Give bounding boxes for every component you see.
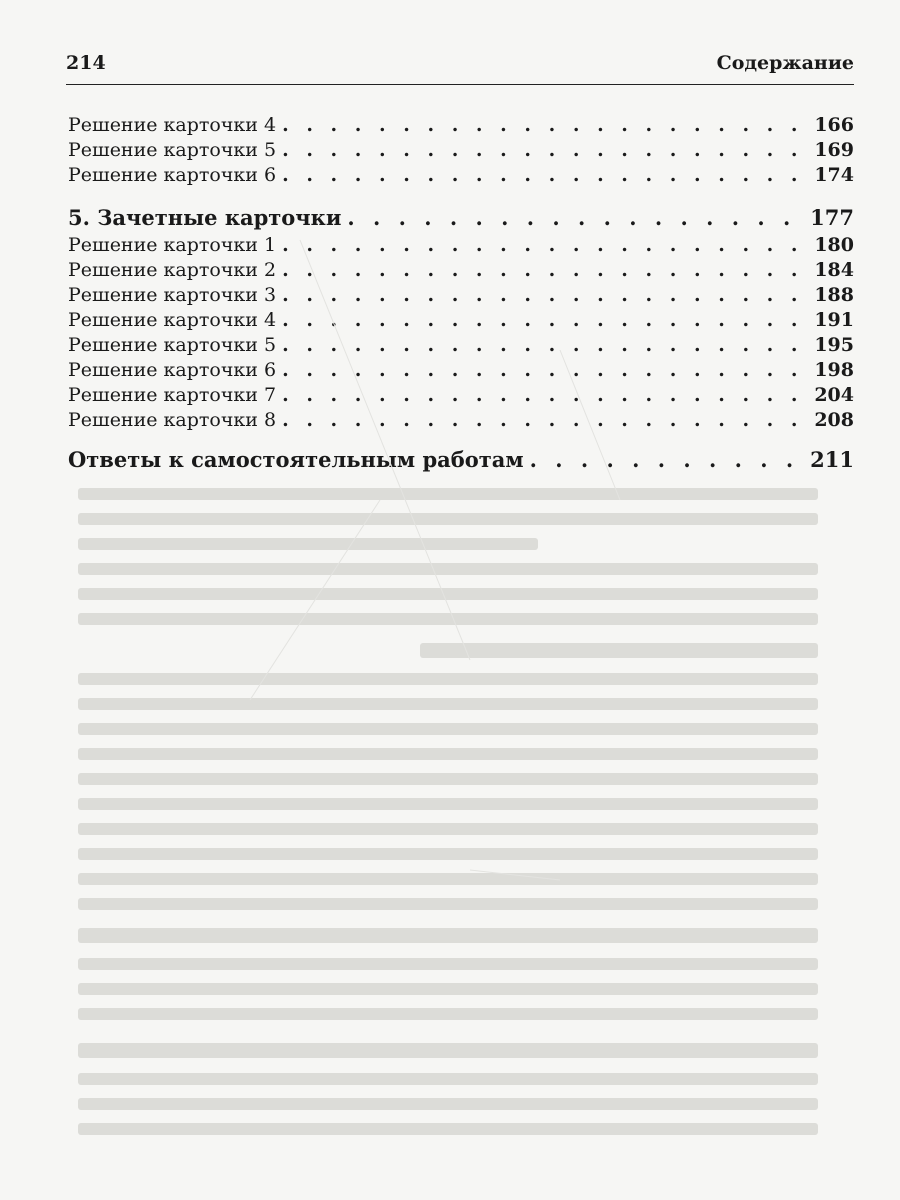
toc-entry-title: Решение карточки 4: [68, 309, 277, 331]
toc-section-heading: [68, 204, 854, 232]
toc-entry-page: 166: [814, 114, 854, 136]
toc-entry-title: Решение карточки 5: [68, 139, 277, 161]
toc-entry: [68, 163, 854, 188]
toc-section-title: Ответы к самостоятельным работам: [68, 447, 524, 472]
toc-entry: [68, 233, 854, 258]
toc-entry-page: 198: [814, 359, 854, 381]
toc-entry-page: 208: [814, 409, 854, 431]
toc-entry-page: 188: [814, 284, 854, 306]
toc-entry-title: Решение карточки 8: [68, 409, 277, 431]
dot-leader: [282, 283, 806, 308]
toc-entry: [68, 308, 854, 333]
toc-entry-title: Решение карточки 7: [68, 384, 277, 406]
header-rule: [66, 84, 854, 85]
toc-entry-page: 204: [814, 384, 854, 406]
toc-entry: [68, 113, 854, 138]
dot-leader: [282, 408, 806, 433]
toc-section-title: 5. Зачетные карточки: [68, 205, 342, 230]
dot-leader: [282, 358, 806, 383]
toc-section-page: 211: [810, 447, 854, 472]
dot-leader: [282, 138, 806, 163]
dot-leader: [282, 163, 806, 188]
toc-entry-page: 180: [814, 234, 854, 256]
page-header: [66, 52, 854, 82]
running-title: Содержание: [716, 52, 854, 74]
toc-entry-title: Решение карточки 3: [68, 284, 277, 306]
dot-leader: [282, 258, 806, 283]
page-number: 214: [66, 52, 106, 74]
toc-entry: [68, 408, 854, 433]
dot-leader: [282, 333, 806, 358]
toc-entry-page: 169: [814, 139, 854, 161]
toc-entry: [68, 358, 854, 383]
toc-entry-title: Решение карточки 5: [68, 334, 277, 356]
toc-entry-page: 174: [814, 164, 854, 186]
dot-leader: [347, 204, 802, 232]
toc-section-page: 177: [810, 205, 854, 230]
toc-entry-title: Решение карточки 6: [68, 164, 277, 186]
toc-entry-page: 184: [814, 259, 854, 281]
dot-leader: [282, 113, 806, 138]
dot-leader: [282, 308, 806, 333]
toc-entry: [68, 283, 854, 308]
toc-entry: [68, 333, 854, 358]
toc-entry-title: Решение карточки 2: [68, 259, 277, 281]
toc-entry: [68, 138, 854, 163]
toc-entry: [68, 383, 854, 408]
toc-entry-page: 191: [814, 309, 854, 331]
toc-entry-page: 195: [814, 334, 854, 356]
toc-section-heading: [68, 446, 854, 474]
toc-entry-title: Решение карточки 6: [68, 359, 277, 381]
dot-leader: [530, 446, 803, 474]
dot-leader: [282, 233, 806, 258]
toc-entry-title: Решение карточки 1: [68, 234, 277, 256]
toc-entry-title: Решение карточки 4: [68, 114, 277, 136]
toc-entry: [68, 258, 854, 283]
dot-leader: [282, 383, 806, 408]
